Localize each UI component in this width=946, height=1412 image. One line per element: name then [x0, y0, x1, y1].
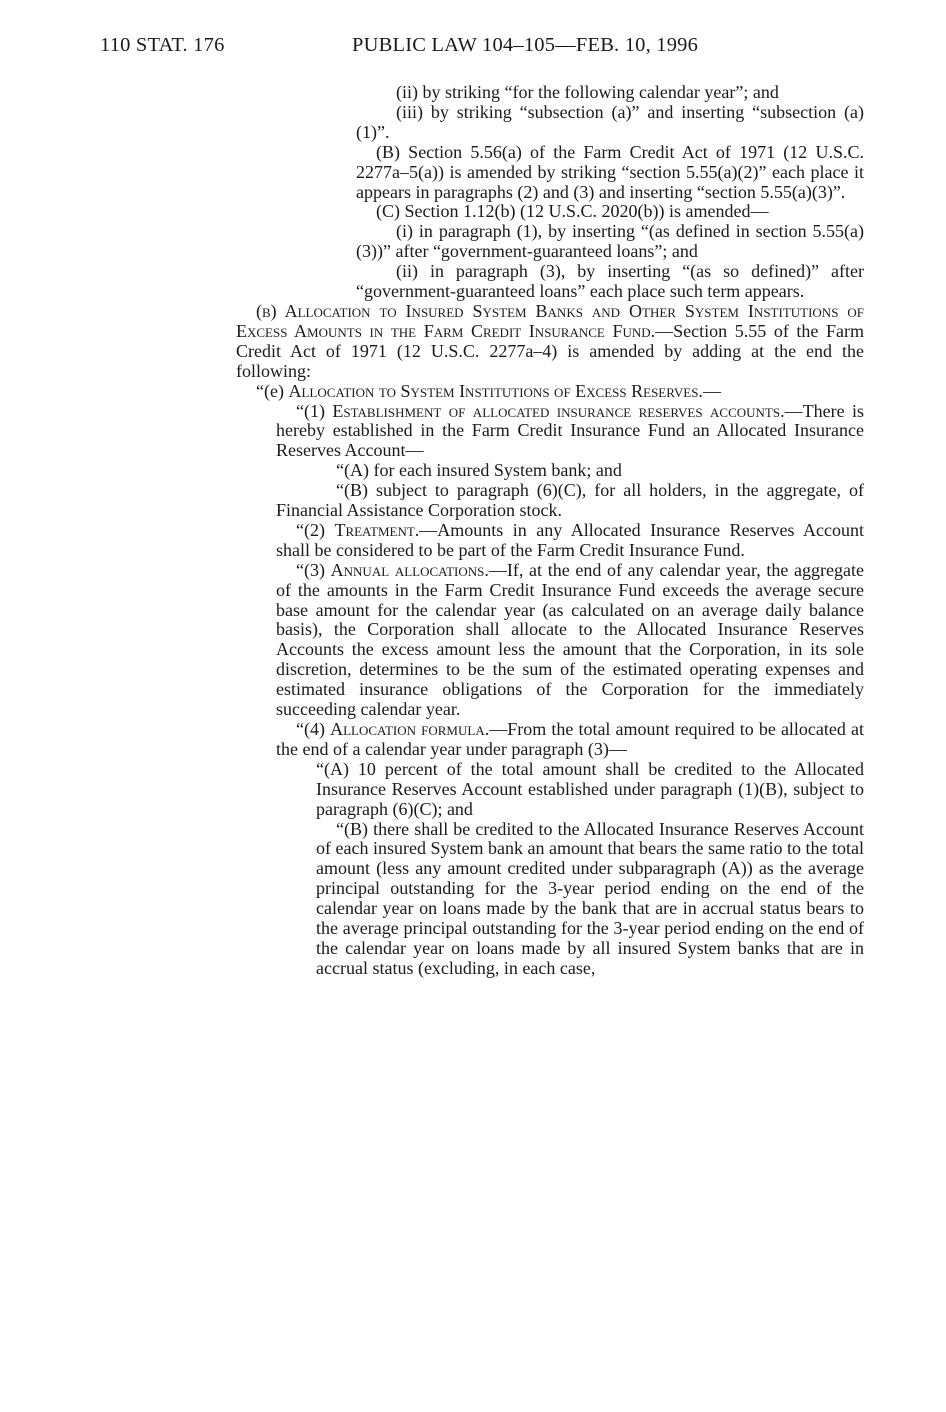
paragraph-4-subparagraph-a — [316, 760, 864, 820]
paragraph-1-establishment — [276, 402, 864, 462]
subsection-e-lead: “(e) — [256, 380, 289, 401]
paragraph-4-lead: “(4) — [296, 719, 331, 739]
paragraph-4-heading: Allocation formula. — [330, 719, 490, 739]
subsection-b — [236, 302, 864, 382]
paragraph-2-treatment — [276, 521, 864, 561]
clause-i-paragraph-1: (i) in paragraph (1), by inserting “(as defined in section 5.55(a)(3))” after “government-guaranteed loans”; and — [356, 221, 864, 262]
paragraph-3-text: —If, at the end of any calendar year, the aggregate of the amounts in the Farm Credit Insurance Fund exceeds the average secure base amount for the calendar year (as calculated on an average daily balance basis), the Corporation shall allocate to the Allocated Insurance Reserves Accounts the excess amount less the amount that the Corporation, in its sole discretion, determines to be the sum of the estimated operating expenses and estimated insurance obligations of the Corporation for the immediately succeeding calendar year. — [276, 559, 864, 720]
subsection-e-heading: Allocation to System Institutions of Excess Reserves. — [288, 380, 703, 401]
subsection-b-heading: (b) Allocation to Insured System Banks and Other System Institutions of Excess Amounts in the Farm Credit Insurance Fund. — [236, 300, 864, 341]
paragraph-1-lead: “(1) — [296, 400, 333, 421]
subparagraph-b-holders: “(B) subject to paragraph (6)(C), for all holders, in the aggregate, of Financial Assistance Corporation stock. — [276, 480, 864, 521]
paragraph-3-heading: Annual allocations. — [330, 559, 489, 580]
clause-iii-striking: (iii) by striking “subsection (a)” and inserting “subsection (a)(1)”. — [356, 101, 864, 142]
statute-page-number: 110 STAT. 176 — [100, 34, 225, 56]
paragraph-4-subparagraph-a-text: “(A) 10 percent of the total amount shall be credited to the Allocated Insurance Reserves Account established under paragraph (1)(B), subject to paragraph (6)(C); and — [316, 758, 864, 819]
paragraph-1-text: —There is hereby established in the Farm Credit Insurance Fund an Allocated Insurance Reserves Account— — [276, 400, 865, 461]
paragraph-2-lead: “(2) — [296, 519, 335, 540]
clause-ii-paragraph-3: (ii) in paragraph (3), by inserting “(as so defined)” after “government-guaranteed loans” each place such term appears. — [356, 261, 864, 302]
subsection-e-text: — — [702, 380, 721, 401]
new-subsection-e — [236, 382, 864, 402]
paragraph-4-subparagraph-b: “(B) there shall be credited to the Allocated Insurance Reserves Account of each insured System bank an amount that bears the same ratio to the total amount (less any amount credited under subparagraph (A)) as the average principal outstanding for the 3-year period ending on the end of the calendar year on loans made by the bank that are in accrual status bears to the average principal outstanding for the 3-year period ending on the end of the calendar year on loans made by all insured System banks that are in accrual status (excluding, in each case, — [316, 818, 864, 978]
subsection-b-text: —Section 5.55 of the Farm Credit Act of 1971 (12 U.S.C. 2277a–4) is amended by adding at the end the following: — [236, 320, 864, 381]
clause-ii-striking: (ii) by striking “for the following calendar year”; and — [396, 82, 779, 102]
document-body — [236, 83, 864, 979]
paragraph-4-allocation-formula — [276, 720, 864, 760]
subparagraph-a-each-bank: “(A) for each insured System bank; and — [336, 460, 622, 481]
subparagraph-b-section-5-56: (B) Section 5.56(a) of the Farm Credit Act of 1971 (12 U.S.C. 2277a–5(a)) is amended by striking “section 5.55(a)(2)” each place it appears in paragraphs (2) and (3) and inserting “section 5.55(a)(3)”. — [356, 141, 864, 202]
subparagraph-c-section-1-12: (C) Section 1.12(b) (12 U.S.C. 2020(b)) is amended— — [376, 201, 769, 222]
paragraph-3-annual-allocations — [276, 561, 864, 720]
paragraph-2-text: —Amounts in any Allocated Insurance Reserves Account shall be considered to be part of the Farm Credit Insurance Fund. — [276, 519, 864, 560]
paragraph-1-heading: Establishment of allocated insurance reserves accounts. — [332, 400, 785, 421]
paragraph-2-heading: Treatment. — [334, 519, 420, 540]
paragraph-4-text: —From the total amount required to be allocated at the end of a calendar year under paragraph (3)— — [276, 719, 865, 759]
paragraph-3-lead: “(3) — [296, 559, 331, 580]
running-head-law-date: PUBLIC LAW 104–105—FEB. 10, 1996 — [352, 34, 699, 56]
